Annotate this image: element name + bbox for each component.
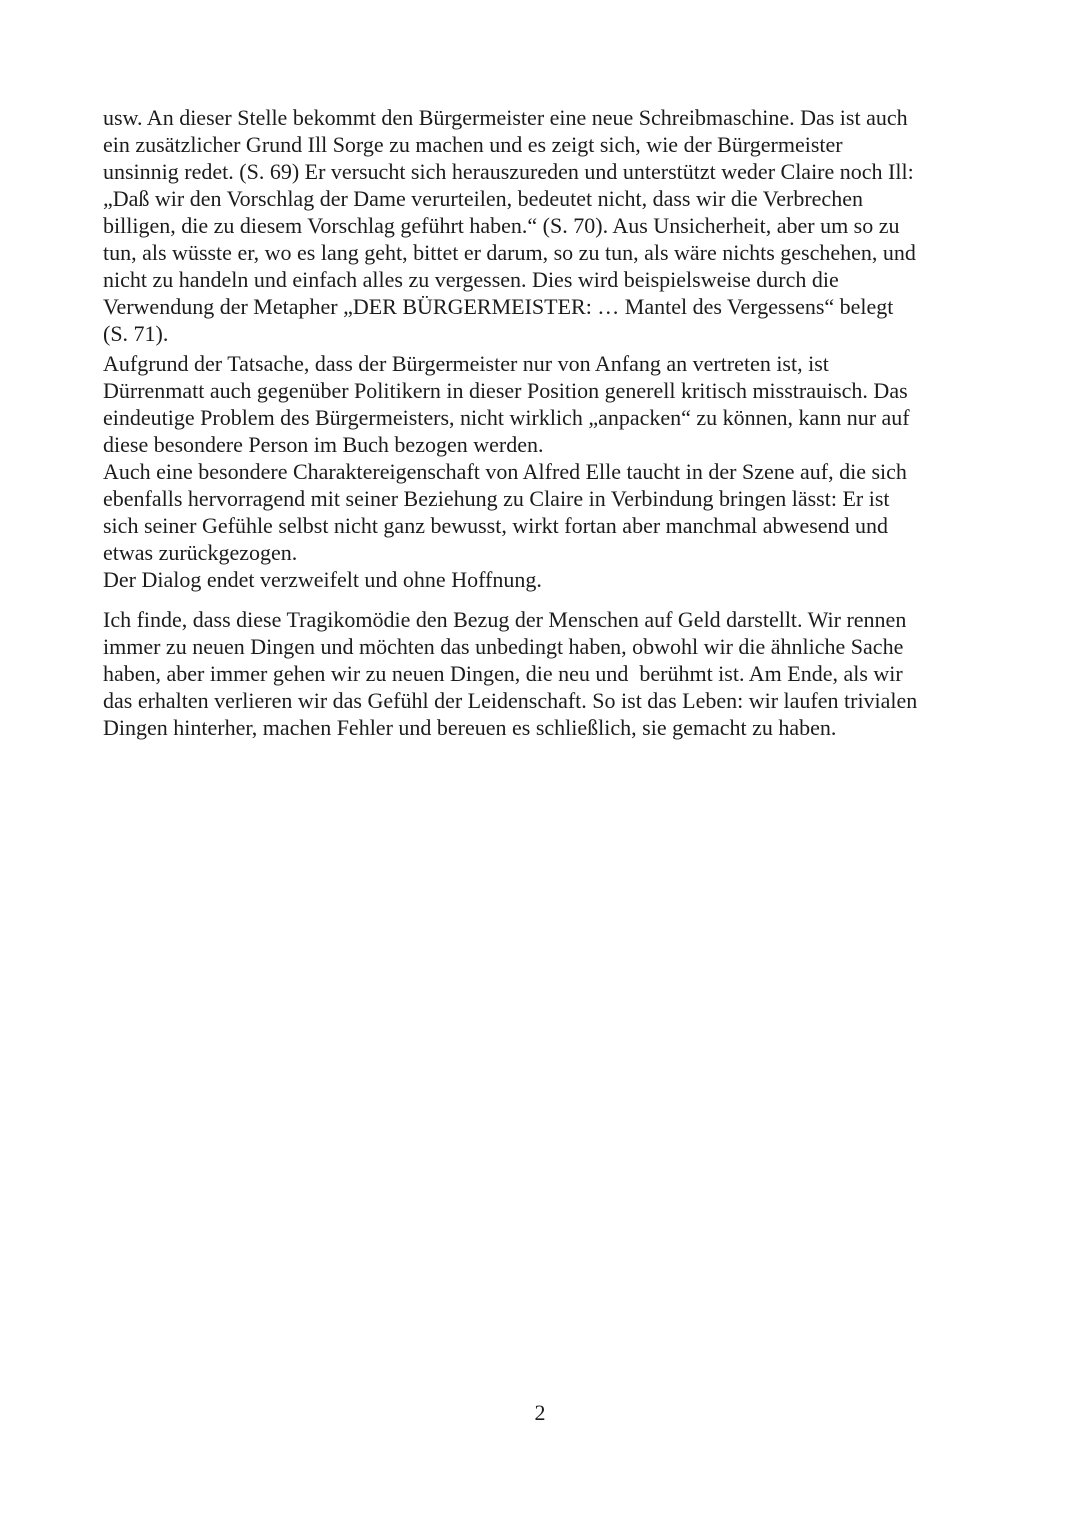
text-line: sich seiner Gefühle selbst nicht ganz bewusst, wirkt fortan aber manchmal abwesend und	[103, 513, 889, 538]
text-line: Verwendung der Metapher „DER BÜRGERMEISTER: … Mantel des Vergessens“ belegt	[103, 294, 894, 319]
document-body	[103, 104, 983, 741]
text-line: diese besondere Person im Buch bezogen werden.	[103, 432, 544, 457]
text-line: Ich finde, dass diese Tragikomödie den Bezug der Menschen auf Geld darstellt. Wir rennen	[103, 607, 907, 632]
text-line: immer zu neuen Dingen und möchten das unbedingt haben, obwohl wir die ähnliche Sache	[103, 634, 904, 659]
text-line: das erhalten verlieren wir das Gefühl der Leidenschaft. So ist das Leben: wir laufen trivialen	[103, 688, 918, 713]
text-line: Dingen hinterher, machen Fehler und bereuen es schließlich, sie gemacht zu haben.	[103, 715, 837, 740]
text-line: haben, aber immer gehen wir zu neuen Dingen, die neu und berühmt ist. Am Ende, als wir	[103, 661, 903, 686]
text-line: billigen, die zu diesem Vorschlag geführt haben.“ (S. 70). Aus Unsicherheit, aber um so zu	[103, 213, 900, 238]
text-line: Dürrenmatt auch gegenüber Politikern in dieser Position generell kritisch misstrauisch. Das	[103, 378, 908, 403]
paragraph-spacer	[103, 593, 983, 606]
text-line: Aufgrund der Tatsache, dass der Bürgermeister nur von Anfang an vertreten ist, ist	[103, 351, 829, 376]
text-line: eindeutige Problem des Bürgermeisters, nicht wirklich „anpacken“ zu können, kann nur auf	[103, 405, 910, 430]
text-line: (S. 71).	[103, 321, 169, 346]
text-line: „Daß wir den Vorschlag der Dame verurteilen, bedeutet nicht, dass wir die Verbrechen	[103, 186, 863, 211]
text-line: ebenfalls hervorragend mit seiner Beziehung zu Claire in Verbindung bringen lässt: Er ist	[103, 486, 890, 511]
text-line: tun, als wüsste er, wo es lang geht, bittet er darum, so zu tun, als wäre nichts geschehen, und	[103, 240, 916, 265]
page-number: 2	[534, 1400, 546, 1425]
text-line: etwas zurückgezogen.	[103, 540, 298, 565]
paragraph-personal-opinion	[103, 606, 983, 741]
text-line: nicht zu handeln und einfach alles zu vergessen. Dies wird beispielsweise durch die	[103, 267, 839, 292]
paragraph-character-analysis	[103, 350, 983, 593]
paragraph-mayor-analysis	[103, 104, 983, 347]
text-line: Auch eine besondere Charaktereigenschaft von Alfred Elle taucht in der Szene auf, die sich	[103, 459, 907, 484]
text-line: unsinnig redet. (S. 69) Er versucht sich herauszureden und unterstützt weder Claire noch Ill:	[103, 159, 914, 184]
text-line: Der Dialog endet verzweifelt und ohne Hoffnung.	[103, 567, 542, 592]
text-line: usw. An dieser Stelle bekommt den Bürgermeister eine neue Schreibmaschine. Das ist auch	[103, 105, 908, 130]
text-line: ein zusätzlicher Grund Ill Sorge zu machen und es zeigt sich, wie der Bürgermeister	[103, 132, 843, 157]
